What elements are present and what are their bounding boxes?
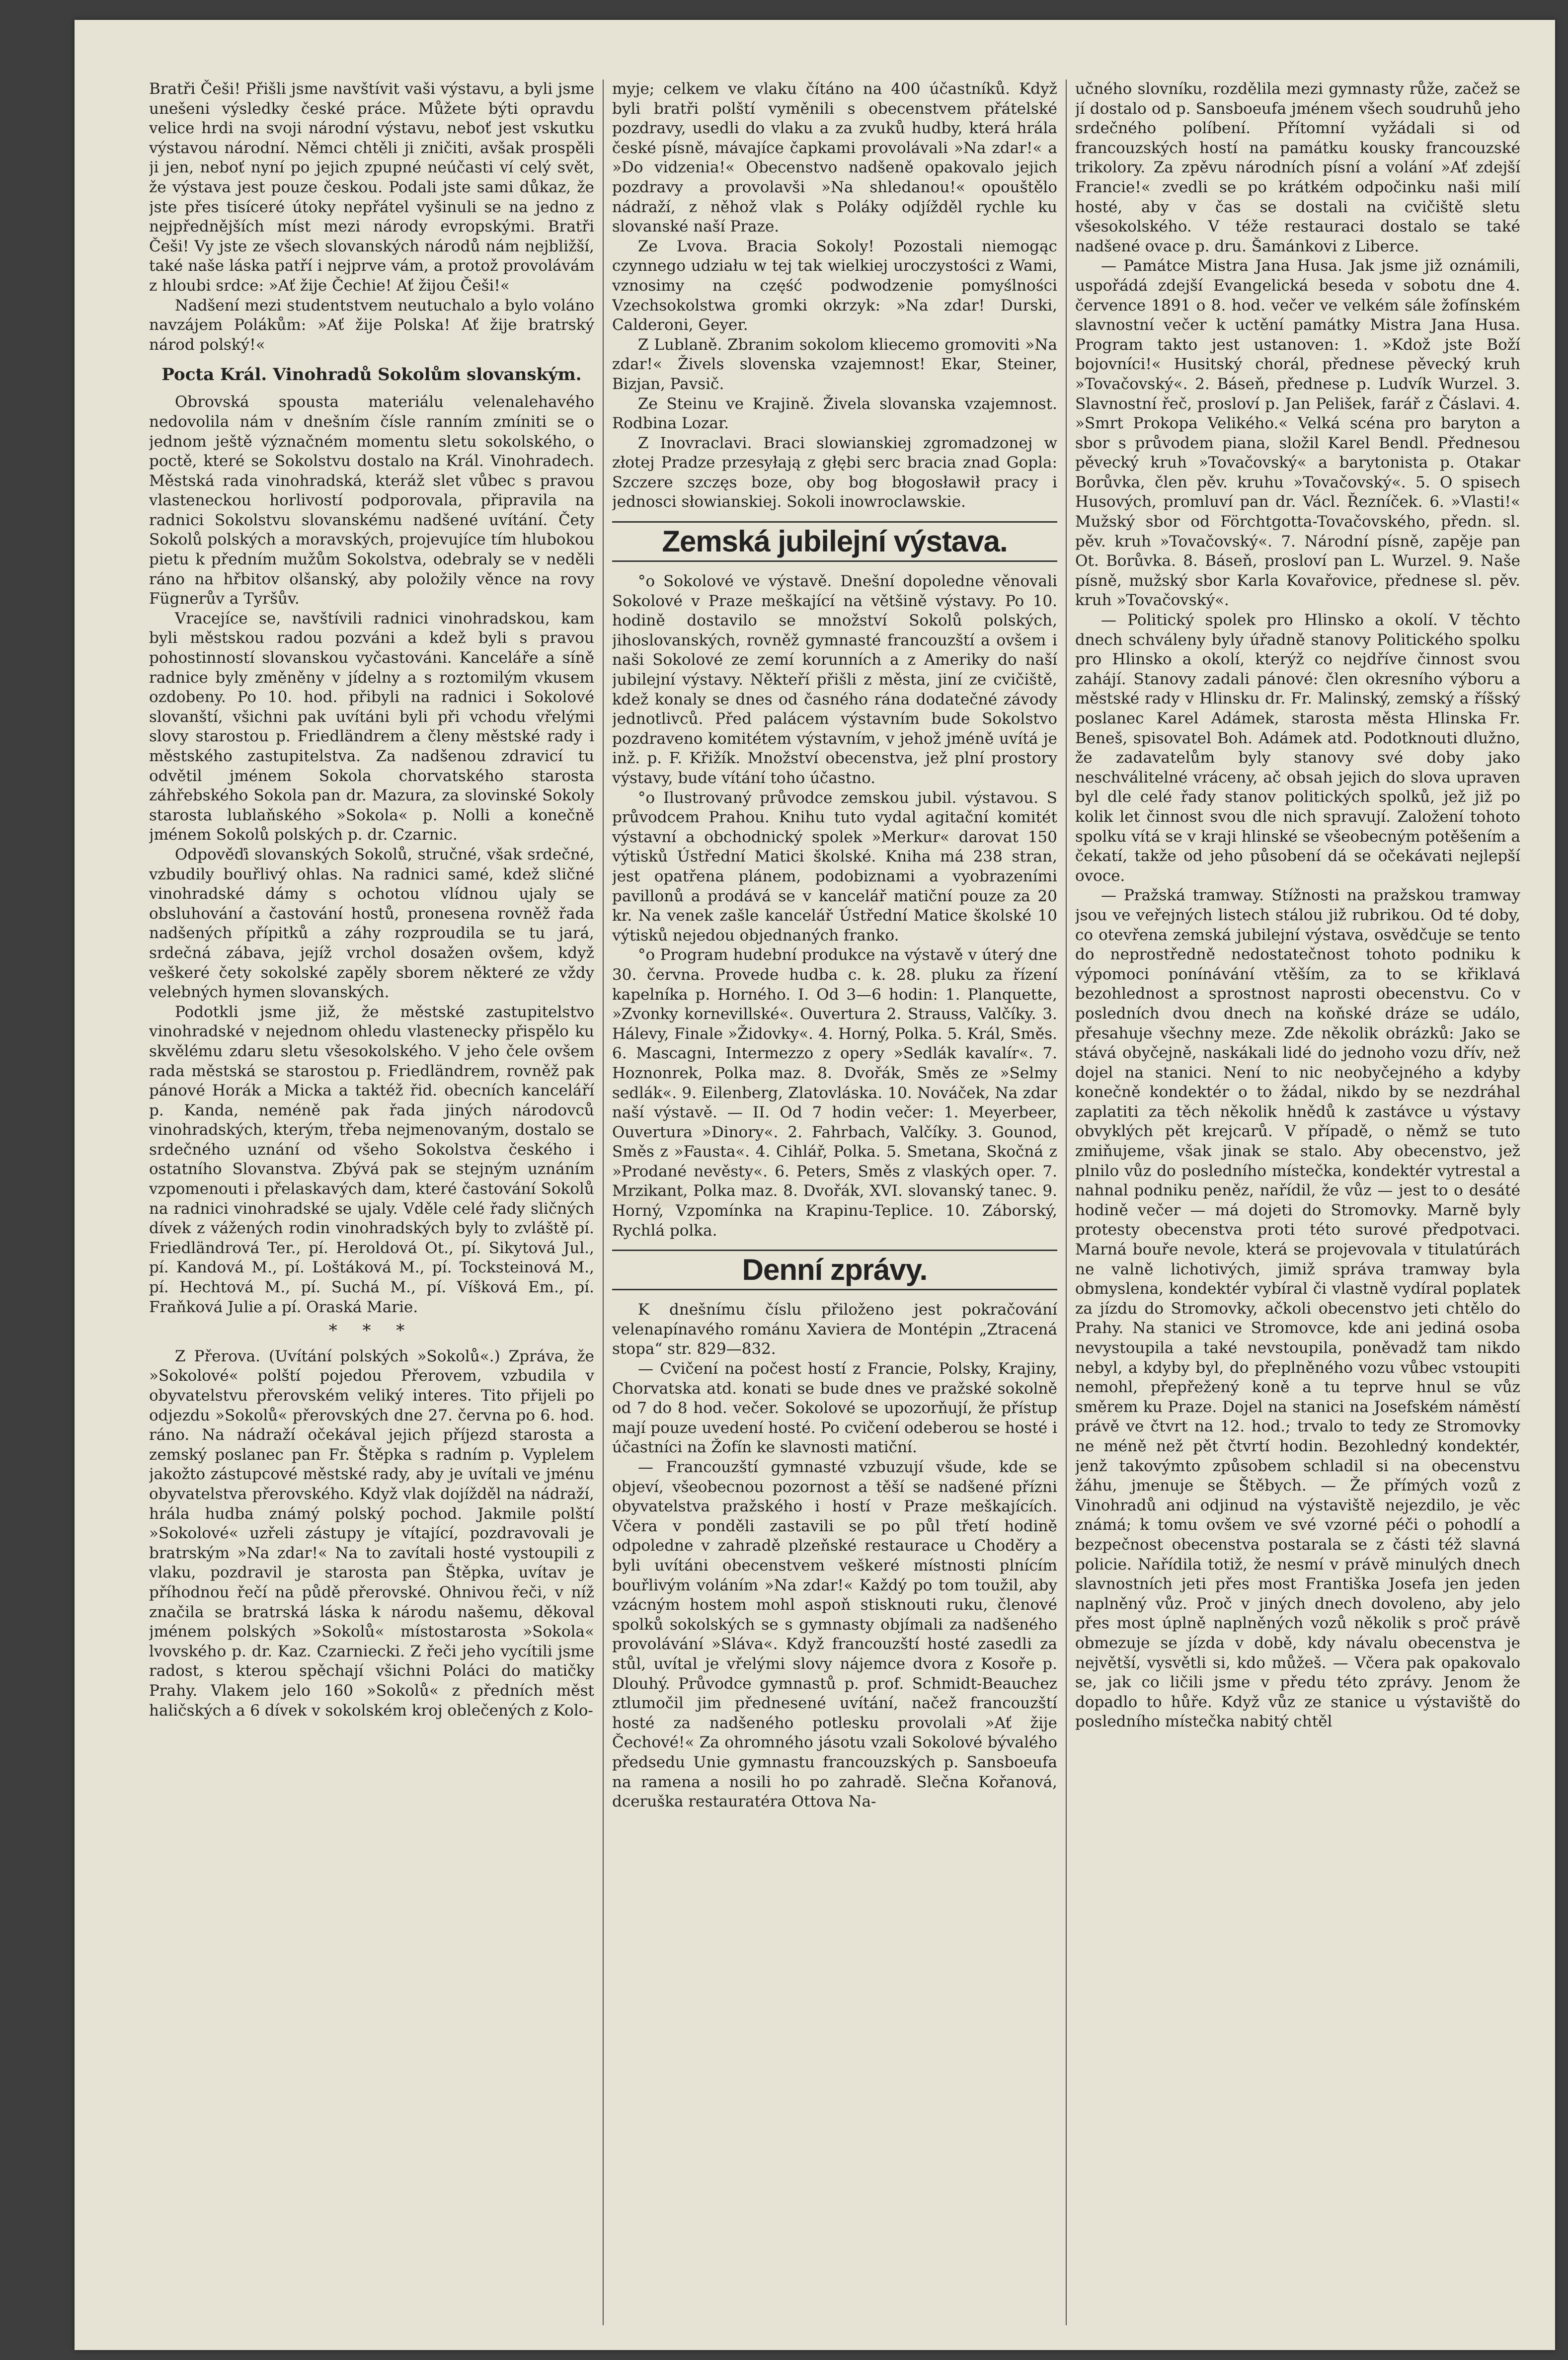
article-paragraph: — Památce Mistra Jana Husa. Jak jsme již oznámili, uspořádá zdejší Evangelická beseda v sobotu dne 4. července 1891 o 8. hod. večer ve velkém sále žofínském slavnostní večer k uctění památky Mistra Jana Husa. Program takto jest ustanoven: 1. »Kdož jste Boží bojovníci!« Husitský chorál, přednese pěvecký kruh »Tovačovský«. 2. Báseň, přednese p. Ludvík Wurzel. 3. Slavnostní řeč, prosloví p. Jan Pelišek, farář z Čáslavi. 4. »Smrt Prokopa Velikého.« Velká scéna pro baryton a sbor s průvodem piana, složil Karel Bendl. Přednesou pěvecký kruh »Tovačovský« a barytonista p. Otakar Borůvka, člen pěv. kruhu »Tovačovský«. 5. O spisech Husových, promluví pan dr. Václ. Řezníček. 6. »Vlasti!« Mužský sbor od Förchtgotta-Tovačovského, předn. sl. pěv. kruh »Tovačovský«. 7. Národní písně, zapěje pan Ot. Borůvka. 8. Báseň, prosloví pan L. Wurzel. 9. Naše písně, mužský sbor Karla Kovařovice, přednese sl. pěv. kruh »Tovačovský«.	[1075, 257, 1520, 610]
article-paragraph: °o Ilustrovaný průvodce zemskou jubil. výstavou. S průvodcem Prahou. Knihu tuto vydal agitační komitét výstavní a obchodnický spolek »Merkur« darovat 150 výtisků Ústřední Matici školské. Kniha má 238 stran, jest opatřena plánem, podobiznami a vyobrazeními pavillonů a prodává se v kancelář matiční pouze za 20 kr. Na venek zašle kancelář Ústřední Matice školské 10 výtisků nejedou objednaných franko.	[612, 788, 1057, 944]
column-divider	[594, 79, 612, 2325]
article-heading: Pocta Král. Vinohradů Sokolům slovanským.	[161, 365, 582, 385]
article-paragraph: — Pražská tramway. Stížnosti na pražskou tramway jsou ve veřejných listech stálou již rubrikou. Od té doby, co otevřena zemská jubilejní výstava, osvědčuje se tento do neprostředně nedostatečnost tohoto podniku k výpomoci ponínávání vtěším, za to se křiklavá bezohlednost a sprostnost naprosti obecenstvu. Co v posledních dvou dnech na koňské dráze se událo, přesahuje všechny meze. Zde několik obrázků: Jako se stává obyčejně, naskákali lidé do jednoho vozu dřív, než dojel na stanici. Není to nic neobyčejného a kdyby konečně kondektér o to žádal, nikdo by se nezdráhal zaplatiti za těch několik hnědů k zastávce u výstavy obvyklých pět krejcarů. V případě, o němž se tuto zmiňujeme, však jinak se stalo. Aby obecenstvo, jež plnilo vůz do posledního místečka, kondektér vytrestal a nahnal podniku peněz, nařídil, že vůz — jest to o desáté hodině večer — má dojeti do Stromovky. Marně byly protesty obecenstva proti této surové předpotvaci. Marná bouře nevole, která se projevovala v titulatúrách ne valně lichotivých, jimiž správa tramway byla obmyslena, kondektér vybíral či vlastně vydíral poplatek za jízdu do Stromovky, ačkoli obecenstvo jeti chtělo do Prahy. Na stanici ve Stromovce, kde ani jediná osoba nevystoupila a také nevstoupila, poněvadž tam nikdo nebyl, a kdyby byl, do přeplněného vozu vůbec vstoupiti nemohl, přepřežený koně a tu teprve hnul se vůz směrem ku Praze. Dojel na stanici na Josefském náměstí právě ve čtvrt na 12. hod.; trvalo to tedy ze Stromovky ne méně než pět čtvrtí hodin. Bezohledný kondektér, jenž takovýmto způsobem schladil si na obecenstvu žáhu, jmenuje se Štěbych. — Že přímých vozů z Vinohradů ani odjinud na výstaviště nejezdilo, je věc známá; k tomu ovšem ve své vzorné péči o pohodlí a bezpečnost obecenstva postarala se z části též slavná policie. Nařídila totiž, že nesmí v právě minulých dnech slavnostních jeti přes most Františka Josefa jen jeden naplněný vůz. Proč v jiných dnech dovoleno, aby jelo přes most úplně naplněných vozů několik s proč právě obmezuje se jízda v době, kdy návalu obecenstva je největší, vysvětli si, kdo můžeš. — Včera pak opakovalo se, jak co ličili jsme v předu této zprávy. Jenom že dopadlo to hůře. Když vůz ze stanice u výstaviště do posledního místečka nabitý chtěl	[1075, 886, 1520, 1731]
article-paragraph: — Francouzští gymnasté vzbuzují všude, kde se objeví, všeobecnou pozornost a těší se nadšené přízni obyvatelstva pražského i hostí v Praze meškajících. Včera v ponděli zastavili se po půl třetí hodině odpoledne v zahradě plzeňské restaurace u Choděry a byli uvítáni obecenstvem veškeré místnosti plnícím bouřlivým voláním »Na zdar!« Každý po tom toužil, aby vzácným hostem mohl aspoň stisknouti ruku, členové spolků sokolských se s gymnasty objímali za nadšeného provolávání »Sláva«. Když francouzští hosté zasedli za stůl, uvítal je vřelými slovy nájemce dvora z Kosoře p. Dlouhý. Průvodce gymnastů p. prof. Schmidt-Beauchez ztlumočil jim přednesené uvítání, načež francouzští hosté za nadšeného potlesku provolali »Ať žije Čechové!« Za ohromného jásotu vzali Sokolové bývalého předsedu Unie gymnastu francouzských p. Sansboeufa na ramena a nosili ho po zahradě. Slečna Kořanová, dceruška restauratéra Ottova Na-	[612, 1458, 1057, 1811]
article-paragraph: Z Inovraclavi. Braci slowianskiej zgromadzonej w złotej Pradze przesyłają z głębi serc bracia znad Gopla: Szczere szczęs boze, oby bog błogosławił pracy i jednosci słowianskiej. Sokoli inowroclawskie.	[612, 434, 1057, 511]
article-paragraph: Ze Lvova. Bracia Sokoly! Pozostali niemogąc czynnego udziału w tej tak wielkiej uroczystości z Wami, vznosimy na część podwodzenie pomyślności Vzechsokolstwa gromki okrzyk: »Na zdar! Durski, Calderoni, Geyer.	[612, 237, 1057, 334]
article-paragraph: Obrovská spousta materiálu velenalehavého nedovolila nám v dnešním čísle ranním zmíniti se o jednom ještě význačném momentu sletu sokolského, o poctě, které se Sokolstvu dostalo na Král. Vinohradech. Městská rada vinohradská, kteráž slet vůbec s pravou vlasteneckou horlivostí podporovala, připravila na radnici Sokolstvu slovanskému nadšené uvítání. Čety Sokolů polských a moravských, projevujíce tím hlubokou pietu k předním mužům Sokolstva, odebraly se v neděli ráno na hřbitov olšanský, aby položily věnce na rovy Fügnerův a Tyršův.	[149, 393, 594, 608]
article-paragraph: Z Lublaně. Zbranim sokolom kliecemo gromoviti »Na zdar!« Živels slovenska vzajemnost! Ekar, Steiner, Bizjan, Pavsič.	[612, 335, 1057, 393]
article-paragraph: Podotkli jsme již, že městské zastupitelstvo vinohradské v nejednom ohledu vlastenecky přispělo ku skvělému zdaru sletu všesokolského. V jeho čele ovšem rada městská se starostou p. Friedländrem, rovněž pak pánové Horák a Micka a taktéž řid. obecních kanceláří p. Kanda, neméně pak řada jiných národovců vinohradských, kterým, třeba nejmenovaným, dostalo se srdečného uznání od všeho Sokolstva českého i ostatního Slovanstva. Zbývá pak se stejným uznáním vzpomenouti i přelaskavých dam, které častování Sokolů na radnici vinohradské se ujaly. Vděle celé řady sličných dívek z vážených rodin vinohradských byly to zvláště pí. Friedländrová Ter., pí. Heroldová Ot., pí. Sikytová Jul., pí. Kandová M., pí. Loštáková M., pí. Tocksteinová M., pí. Hechtová M., pí. Suchá M., pí. Víšková Em., pí. Fraňková Julie a pí. Oraská Marie.	[149, 1003, 594, 1316]
article-paragraph: Z Přerova. (Uvítání polských »Sokolů«.) Zpráva, že »Sokolové« polští pojedou Přerovem, vzbudila v obyvatelstvu přerovském veliký interes. Tito přijeli po odjezdu »Sokolů« přerovských dne 27. června po 6. hod. ráno. Na nádraží očekával jejich příjezd starosta a zemský poslanec pan Fr. Štěpka s radním p. Vyplelem jakožto zástupcové městské rady, aby je uvítali ve jménu obyvatelstva přerovského. Když vlak dojížděl na nádraží, hrála hudba známý polský pochod. Jakmile polští »Sokolové« uzřeli zástupy je vítající, pozdravovali je bratrským »Na zdar!« Na to zavítali hosté vystoupili z vlaku, pozdravil je starosta pan Štěpka, uvítav je příhodnou řečí na půdě přerovské. Ohnivou řeči, v níž značila se bratrská láska k národu našemu, děkoval jménem polských »Sokolů« místostarosta »Sokola« lvovského p. dr. Kaz. Czarniecki. Z řeči jeho vycítili jsme radost, s kterou spěchají všichni Poláci do matičky Prahy. Vlakem jelo 160 »Sokolů« z předních měst haličských a 6 dívek v sokolském kroj oblečených z Kolo-	[149, 1347, 594, 1720]
section-title: Zemská jubilejní výstava.	[612, 521, 1057, 562]
article-paragraph: K dnešnímu číslu přiloženo jest pokračování velenapínavého románu Xaviera de Montépin „Ztracená stopa“ str. 829—832.	[612, 1301, 1057, 1358]
article-paragraph: učného slovníku, rozdělila mezi gymnasty růže, začež se jí dostalo od p. Sansboeufa jménem všech soudruhů jeho srdečného políbení. Přítomní vyžádali si od francouzských hostí na památku kousky francouzské trikolory. Za zpěvu národních písní a volání »Ať zdejší Francie!« zvedli se po krátkém odpočinku naši milí hosté, aby v čas se dostali na cvičiště sletu všesokolského. V téže restauraci dostalo se také nadšené ovace p. dru. Šamánkovi z Liberce.	[1075, 80, 1520, 255]
article-paragraph: Ze Steinu ve Krajině. Živela slovanska vzajemnost. Rodbina Lozar.	[612, 394, 1057, 433]
column-left	[149, 79, 594, 2325]
column-divider	[1057, 79, 1075, 2325]
article-paragraph: myje; celkem ve vlaku čítáno na 400 účastníků. Když byli bratři polští vyměnili s obecenstvem přátelské pozdravy, usedli do vlaku a za zvuků hudby, která hrála české písně, mávajíce čapkami provolávali »Na zdar!« a »Do vidzenia!« Obecenstvo nadšeně opakovalo jejich pozdravy a provolavši »Na shledanou!« opouštělo nádraží, z něhož vlak s Poláky odjížděl rychle ku slovanské naší Praze.	[612, 80, 1057, 236]
column-middle	[612, 79, 1057, 2325]
article-paragraph: °o Program hudební produkce na výstavě v úterý dne 30. června. Provede hudba c. k. 28. pluku za řízení kapelníka p. Horného. I. Od 3—6 hodin: 1. Planquette, »Zvonky kornevillské«. Ouvertura 2. Strauss, Valčíky. 3. Hálevy, Finale »Židovky«. 4. Horný, Polka. 5. Král, Směs. 6. Mascagni, Intermezzo z opery »Sedlák kavalír«. 7. Hoznonrek, Polka maz. 8. Dvořák, Směs ze »Selmy sedlák«. 9. Eilenberg, Zlatovláska. 10. Nováček, Na zdar naší výstavě. — II. Od 7 hodin večer: 1. Meyerbeer, Ouvertura »Dinory«. 2. Fahrbach, Valčíky. 3. Gounod, Směs z »Fausta«. 4. Cihlář, Polka. 5. Smetana, Skočná z »Prodané nevěsty«. 6. Peters, Směs z vlaských oper. 7. Mrzikant, Polka maz. 8. Dvořák, XVI. slovanský tanec. 9. Horný, Vzpomínka na Krapinu-Teplice. 10. Záborský, Rychlá polka.	[612, 946, 1057, 1240]
article-paragraph: Nadšení mezi studentstvem neutuchalo a bylo voláno navzájem Polákům: »Ať žije Polska! Ať žije bratrský národ polský!«	[149, 296, 594, 354]
article-paragraph: °o Sokolové ve výstavě. Dnešní dopoledne věnovali Sokolové v Praze meškající na většině výstavy. Po 10. hodině dostavilo se množství Sokolů polských, jihoslovanských, rovněž gymnasté francouzští a ovšem i naši Sokolové ze zemí korunních a z Ameriky do naší jubilejní výstavy. Někteří přišli z města, jiní ze cvičiště, kdež konaly se dnes od časného rána dodatečné závody jednotlivců. Před palácem výstavním bude Sokolstvo pozdraveno komitétem výstavním, v jehož jméně uvítá je inž. p. F. Křižík. Množství obecenstva, jež plní prostory výstavy, bude vítání toho účastno.	[612, 572, 1057, 787]
column-right	[1075, 79, 1520, 2325]
article-paragraph: Vracejíce se, navštívili radnici vinohradskou, kam byli městskou radou pozváni a kdež byli s pravou pohostinností slovanskou vyčastováni. Kanceláře a síně radnice byly změněny v jídelny a s roztomilým vkusem ozdobeny. Po 10. hod. přibyli na radnici i Sokolové slovanští, všichni pak uvítáni byli při vchodu vřelými slovy starostou p. Friedländrem a členy městské rady i městského zastupitelstva. Za nadšenou zdravicí tu odvětil jménem Sokola chorvatského starosta záhřebského Sokola pan dr. Mazura, za slovinské Sokoly starosta lublaňského »Sokola« p. Nolli a konečně jménem Sokolů polských p. dr. Czarnic.	[149, 609, 594, 844]
article-paragraph: Odpověďi slovanských Sokolů, stručné, však srdečné, vzbudily bouřlivý ohlas. Na radnici samé, kdež sličné vinohradské dámy s ochotou vlídnou ujaly se obsluhování a častování hostů, pronesena rovněž řada nadšených přípitků a záhy rozproudila se tu jará, srdečná zábava, jejíž vrchol dosažen ovšem, když veškeré čety sokolské zapěly sborem některé ze vždy velebných hymen slovanských.	[149, 845, 594, 1002]
article-paragraph: — Politický spolek pro Hlinsko a okolí. V těchto dnech schváleny byly úřadně stanovy Politického spolku pro Hlinsko a okolí, kterýž co nejdříve činnost svou zahájí. Stanovy zadali pánové: člen okresního výboru a městské rady v Hlinsku dr. Fr. Malinský, zemský a říšský poslanec Karel Adámek, starosta města Hlinska Fr. Beneš, spisovatel Boh. Adámek atd. Podotknouti dlužno, že zadavatelům byly stanovy své doby jako neschválitelné vráceny, ač obsah jejich do slova upraven byl dle celé řady stanov politických spolků, jež již po kolik let činnost svou dle nich spravují. Založení tohoto spolku vítá se v kraji hlinské se všeobecným potěšením a čekatí, takže od jeho působení dá se očekávati nejlepší ovoce.	[1075, 611, 1520, 885]
section-title: Denní zprávy.	[612, 1250, 1057, 1290]
text-columns	[149, 79, 1520, 2325]
section-separator: * * *	[328, 1321, 415, 1341]
newspaper-page	[75, 20, 1555, 2350]
article-paragraph: — Cvičení na počest hostí z Francie, Polsky, Krajiny, Chorvatska atd. konati se bude dnes ve pražské sokolně od 7 do 8 hod. večer. Sokolové se upozorňují, že přístup mají pouze uvedení hosté. Po cvičení odeberou se hosté i účastníci na Žofín ke slavnosti matiční.	[612, 1360, 1057, 1457]
article-paragraph: Bratři Češi! Přišli jsme navštívit vaši výstavu, a byli jsme unešeni výsledky české práce. Můžete býti opravdu velice hrdi na svoji národní výstavu, neboť jest vskutku výstavou národní. Němci chtěli ji zničiti, avšak prospěli ji jen, neboť nyní po jejich zpupné neúčasti ví celý svět, že výstava jest pouze českou. Podali jste sami důkaz, že jste přes tisíceré útoky nepřátel vyšinuli se na jedno z nejpřednějších míst mezi národy evropskými. Bratři Češi! Vy jste ze všech slovanských národů nám nejbližší, také naše láska patří i nejprve vám, a protož provolávám z hloubi srdce: »Ať žije Čechie! Ať žijou Češi!«	[149, 80, 594, 295]
